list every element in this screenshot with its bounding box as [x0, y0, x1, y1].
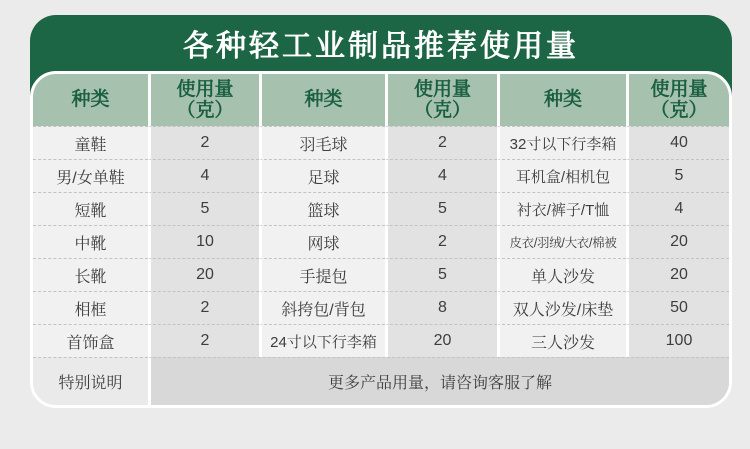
usage-header-line2: （克）	[176, 100, 234, 121]
type-cell: 斜挎包/背包	[259, 291, 385, 324]
usage-cell: 2	[148, 126, 259, 159]
column-header-usage-1	[148, 74, 259, 126]
footer-note: 更多产品用量，请咨询客服了解	[148, 357, 729, 405]
usage-header-line2: （克）	[413, 100, 471, 121]
usage-cell: 2	[148, 291, 259, 324]
type-cell: 男/女单鞋	[33, 159, 148, 192]
type-cell: 24寸以下行李箱	[259, 324, 385, 357]
type-cell: 三人沙发	[497, 324, 626, 357]
column-header-usage-2	[385, 74, 497, 126]
type-cell: 相框	[33, 291, 148, 324]
type-cell: 手提包	[259, 258, 385, 291]
usage-cell: 4	[626, 192, 729, 225]
type-cell: 衬衣/裤子/T恤	[497, 192, 626, 225]
column-header-type-1: 种类	[33, 74, 148, 126]
usage-header-line2: （克）	[650, 100, 708, 121]
usage-header-line1: 使用量	[413, 78, 471, 100]
usage-cell: 2	[385, 126, 497, 159]
usage-cell: 100	[626, 324, 729, 357]
usage-cell: 50	[626, 291, 729, 324]
type-cell: 皮衣/羽绒/大衣/棉被	[497, 225, 626, 258]
type-cell: 篮球	[259, 192, 385, 225]
usage-table	[30, 71, 732, 408]
type-cell: 首饰盒	[33, 324, 148, 357]
column-header-usage-3	[626, 74, 729, 126]
usage-cell: 4	[385, 159, 497, 192]
usage-cell: 2	[148, 324, 259, 357]
usage-cell: 5	[626, 159, 729, 192]
type-cell: 短靴	[33, 192, 148, 225]
usage-cell: 4	[148, 159, 259, 192]
column-header-type-2: 种类	[259, 74, 385, 126]
type-cell: 中靴	[33, 225, 148, 258]
type-cell: 足球	[259, 159, 385, 192]
usage-cell: 20	[148, 258, 259, 291]
usage-header-line1: 使用量	[176, 78, 234, 100]
column-header-type-3: 种类	[497, 74, 626, 126]
footer-label: 特别说明	[33, 357, 148, 405]
usage-cell: 10	[148, 225, 259, 258]
type-cell: 双人沙发/床垫	[497, 291, 626, 324]
usage-header-line1: 使用量	[650, 78, 708, 100]
usage-cell: 5	[385, 192, 497, 225]
type-cell: 羽毛球	[259, 126, 385, 159]
type-cell: 网球	[259, 225, 385, 258]
usage-cell: 40	[626, 126, 729, 159]
usage-cell: 20	[626, 258, 729, 291]
usage-cell: 8	[385, 291, 497, 324]
usage-cell: 2	[385, 225, 497, 258]
type-cell: 耳机盒/相机包	[497, 159, 626, 192]
usage-cell: 20	[385, 324, 497, 357]
type-cell: 32寸以下行李箱	[497, 126, 626, 159]
usage-cell: 5	[148, 192, 259, 225]
usage-cell: 20	[626, 225, 729, 258]
type-cell: 长靴	[33, 258, 148, 291]
usage-cell: 5	[385, 258, 497, 291]
type-cell: 童鞋	[33, 126, 148, 159]
page-title: 各种轻工业制品推荐使用量	[183, 30, 579, 63]
type-cell: 单人沙发	[497, 258, 626, 291]
